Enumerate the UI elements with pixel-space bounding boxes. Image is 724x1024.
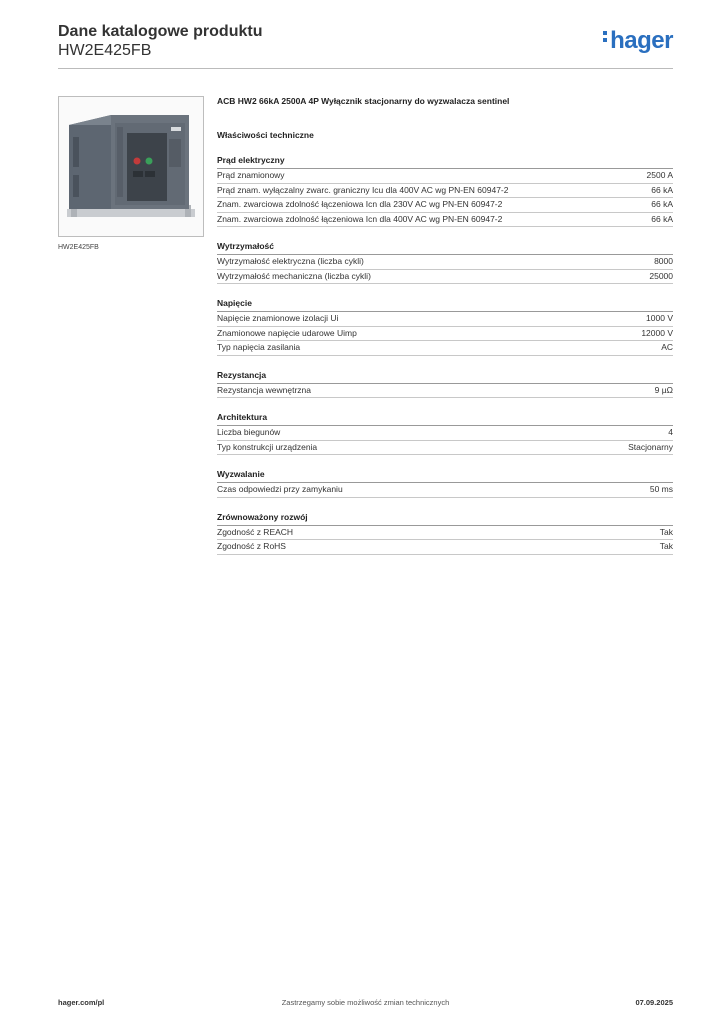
spec-value: 8000 bbox=[654, 256, 673, 266]
spec-row bbox=[217, 184, 673, 199]
spec-value: Tak bbox=[659, 526, 673, 537]
product-code: HW2E425FB bbox=[58, 42, 152, 59]
spec-label: Napięcie znamionowe izolacji Ui bbox=[217, 313, 339, 323]
spec-label: Typ konstrukcji urządzenia bbox=[217, 441, 318, 452]
spec-row bbox=[217, 540, 673, 555]
product-specs bbox=[217, 96, 673, 555]
spec-value: 25000 bbox=[649, 270, 673, 281]
spec-group-title: Napięcie bbox=[217, 298, 673, 312]
spec-group-title: Prąd elektryczny bbox=[217, 155, 673, 169]
logo-text: hager bbox=[610, 27, 673, 54]
spec-value: AC bbox=[661, 342, 673, 352]
spec-row bbox=[217, 255, 673, 270]
spec-group bbox=[217, 512, 673, 555]
footer-website: hager.com/pl bbox=[58, 998, 105, 1007]
spec-label: Zgodność z REACH bbox=[217, 526, 294, 537]
product-description: ACB HW2 66kA 2500A 4P Wyłącznik stacjonarny do wyzwalacza sentinel bbox=[217, 96, 510, 106]
section-title: Właściwości techniczne bbox=[217, 130, 314, 140]
spec-value: 66 kA bbox=[651, 184, 673, 195]
spec-group bbox=[217, 370, 673, 399]
spec-group-title: Zrównoważony rozwój bbox=[217, 512, 673, 526]
spec-label: Wytrzymałość elektryczna (liczba cykli) bbox=[217, 256, 364, 266]
hager-logo bbox=[603, 28, 673, 54]
spec-group bbox=[217, 469, 673, 498]
document-title: Dane katalogowe produktu bbox=[58, 23, 263, 40]
spec-row bbox=[217, 312, 673, 327]
logo-dots-icon bbox=[603, 31, 608, 45]
footer-disclaimer: Zastrzegamy sobie możliwość zmian technicznych bbox=[281, 998, 450, 1007]
page-header bbox=[58, 22, 673, 68]
product-image bbox=[58, 96, 204, 237]
spec-label: Prąd znamionowy bbox=[217, 170, 285, 180]
spec-row bbox=[217, 526, 673, 541]
spec-group-title: Wyzwalanie bbox=[217, 469, 673, 483]
spec-group-title: Architektura bbox=[217, 412, 673, 426]
spec-value: 12000 V bbox=[641, 327, 673, 338]
spec-row bbox=[217, 483, 673, 498]
spec-group-title: Wytrzymałość bbox=[217, 241, 673, 255]
spec-label: Prąd znam. wyłączalny zwarc. graniczny Icu dla 400V AC wg PN-EN 60947-2 bbox=[217, 184, 509, 195]
spec-label: Typ napięcia zasilania bbox=[217, 342, 301, 352]
spec-group bbox=[217, 155, 673, 227]
spec-label: Znam. zwarciowa zdolność łączeniowa Icn dla 400V AC wg PN-EN 60947-2 bbox=[217, 213, 503, 224]
spec-group bbox=[217, 241, 673, 284]
spec-label: Znamionowe napięcie udarowe Uimp bbox=[217, 327, 357, 338]
spec-group bbox=[217, 412, 673, 455]
spec-value: Tak bbox=[659, 541, 673, 551]
spec-row bbox=[217, 270, 673, 285]
spec-row bbox=[217, 198, 673, 213]
circuit-breaker-illustration bbox=[59, 97, 203, 236]
spec-label: Zgodność z RoHS bbox=[217, 541, 286, 551]
spec-value: 66 kA bbox=[651, 213, 673, 224]
spec-value: 50 ms bbox=[649, 484, 673, 494]
spec-value: 66 kA bbox=[651, 199, 673, 209]
spec-label: Rezystancja wewnętrzna bbox=[217, 384, 312, 395]
spec-value: 1000 V bbox=[646, 313, 673, 323]
spec-group-title: Rezystancja bbox=[217, 370, 673, 384]
spec-label: Liczba biegunów bbox=[217, 427, 281, 437]
spec-row bbox=[217, 341, 673, 356]
spec-value: Stacjonarny bbox=[628, 441, 673, 452]
spec-label: Wytrzymałość mechaniczna (liczba cykli) bbox=[217, 270, 371, 281]
footer-date: 07.09.2025 bbox=[635, 998, 673, 1007]
spec-row bbox=[217, 441, 673, 456]
spec-label: Czas odpowiedzi przy zamykaniu bbox=[217, 484, 343, 494]
spec-groups bbox=[217, 155, 673, 555]
spec-row bbox=[217, 169, 673, 184]
spec-group bbox=[217, 298, 673, 356]
spec-value: 9 µΩ bbox=[654, 384, 673, 395]
spec-value: 2500 A bbox=[646, 170, 673, 180]
header-divider bbox=[58, 68, 673, 69]
spec-row bbox=[217, 327, 673, 342]
spec-label: Znam. zwarciowa zdolność łączeniowa Icn dla 230V AC wg PN-EN 60947-2 bbox=[217, 199, 503, 209]
spec-row bbox=[217, 213, 673, 228]
spec-value: 4 bbox=[668, 427, 673, 437]
spec-row bbox=[217, 384, 673, 399]
image-caption: HW2E425FB bbox=[58, 244, 99, 251]
spec-row bbox=[217, 426, 673, 441]
